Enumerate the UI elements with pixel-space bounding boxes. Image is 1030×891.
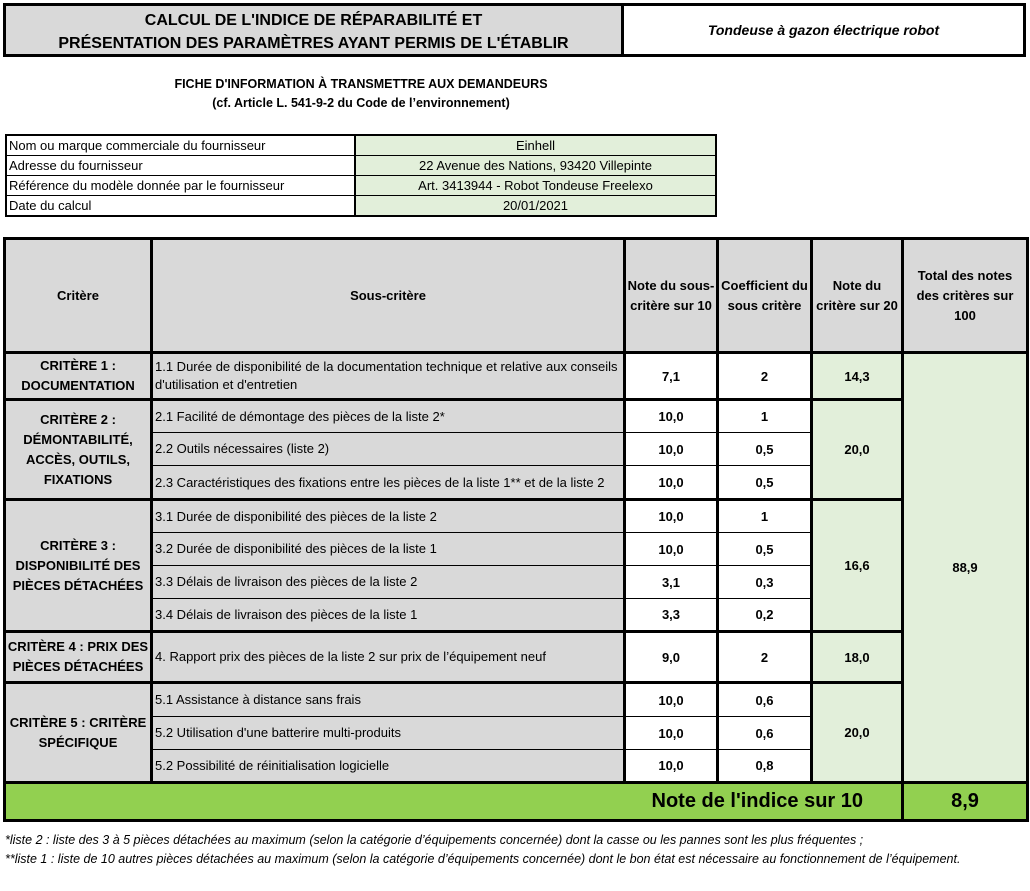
sub-criterion-coef: 0,8 xyxy=(718,750,812,783)
sub-criterion-note: 10,0 xyxy=(625,683,718,717)
criterion-name: CRITÈRE 5 : CRITÈRE SPÉCIFIQUE xyxy=(5,683,152,783)
criterion-score: 18,0 xyxy=(812,632,903,683)
sub-criterion-label: 3.1 Durée de disponibilité des pièces de la liste 2 xyxy=(152,500,625,533)
sub-criterion-note: 3,3 xyxy=(625,599,718,632)
footnotes xyxy=(5,831,1025,869)
info-row xyxy=(6,176,716,196)
info-label: Nom ou marque commerciale du fournisseur xyxy=(6,135,355,156)
table-row xyxy=(5,683,1028,717)
criterion-score: 16,6 xyxy=(812,500,903,632)
supplier-info-table xyxy=(5,134,717,217)
info-row xyxy=(6,156,716,176)
sub-criterion-coef: 0,5 xyxy=(718,433,812,466)
index-label: Note de l'indice sur 10 xyxy=(5,783,903,821)
sub-criterion-coef: 2 xyxy=(718,353,812,400)
sub-criterion-note: 10,0 xyxy=(625,500,718,533)
fiche-line-1: FICHE D'INFORMATION À TRANSMETTRE AUX DEMANDEURS xyxy=(174,77,548,91)
table-row xyxy=(5,353,1028,400)
col-note-crit: Note du critère sur 20 xyxy=(812,239,903,353)
sub-criterion-coef: 2 xyxy=(718,632,812,683)
header-row xyxy=(5,239,1028,353)
sub-criterion-note: 7,1 xyxy=(625,353,718,400)
sub-criterion-coef: 0,6 xyxy=(718,717,812,750)
sub-criterion-label: 2.3 Caractéristiques des fixations entre les pièces de la liste 1** et de la liste 2 xyxy=(152,466,625,500)
criterion-score: 20,0 xyxy=(812,683,903,783)
sub-criterion-note: 9,0 xyxy=(625,632,718,683)
sub-criterion-label: 3.3 Délais de livraison des pièces de la liste 2 xyxy=(152,566,625,599)
col-total: Total des notes des critères sur 100 xyxy=(903,239,1028,353)
page-title xyxy=(3,3,624,57)
footnote-liste-1: **liste 1 : liste de 10 autres pièces détachées au maximum (selon la catégorie d’équipements concernée) dont le bon état est nécessaire au fonctionnement de l’équipement. xyxy=(5,852,961,866)
table-row xyxy=(5,500,1028,533)
sub-criterion-note: 10,0 xyxy=(625,433,718,466)
sub-criterion-coef: 1 xyxy=(718,400,812,433)
sub-criterion-note: 10,0 xyxy=(625,466,718,500)
fiche-heading xyxy=(5,75,717,113)
sub-criterion-coef: 0,6 xyxy=(718,683,812,717)
sub-criterion-coef: 0,5 xyxy=(718,466,812,500)
sub-criterion-note: 10,0 xyxy=(625,533,718,566)
table-row xyxy=(5,632,1028,683)
info-row xyxy=(6,135,716,156)
sub-criterion-label: 3.2 Durée de disponibilité des pièces de la liste 1 xyxy=(152,533,625,566)
sub-criterion-note: 10,0 xyxy=(625,400,718,433)
criteria-table xyxy=(3,237,1029,822)
sub-criterion-label: 1.1 Durée de disponibilité de la documentation technique et relative aux conseils d'utilisation et d'entretien xyxy=(152,353,625,400)
footnote-liste-2: *liste 2 : liste des 3 à 5 pièces détachées au maximum (selon la catégorie d’équipements concernée) dont la casse ou les pannes sont les plus fréquentes ; xyxy=(5,833,864,847)
col-note-sous: Note du sous-critère sur 10 xyxy=(625,239,718,353)
sub-criterion-note: 10,0 xyxy=(625,717,718,750)
product-type xyxy=(624,3,1026,57)
info-value: Einhell xyxy=(355,135,716,156)
info-value: 22 Avenue des Nations, 93420 Villepinte xyxy=(355,156,716,176)
info-value: Art. 3413944 - Robot Tondeuse Freelexo xyxy=(355,176,716,196)
info-value: 20/01/2021 xyxy=(355,196,716,217)
index-row xyxy=(5,783,1028,821)
fiche-line-2: (cf. Article L. 541-9-2 du Code de l’environnement) xyxy=(212,96,510,110)
info-row xyxy=(6,196,716,217)
title-line-1: CALCUL DE L'INDICE DE RÉPARABILITÉ ET xyxy=(144,12,483,29)
col-sous-critere: Sous-critère xyxy=(152,239,625,353)
title-line-2: PRÉSENTATION DES PARAMÈTRES AYANT PERMIS DE L'ÉTABLIR xyxy=(58,35,569,52)
index-value: 8,9 xyxy=(903,783,1028,821)
sub-criterion-label: 3.4 Délais de livraison des pièces de la liste 1 xyxy=(152,599,625,632)
product-type-label: Tondeuse à gazon électrique robot xyxy=(707,22,940,38)
criterion-name: CRITÈRE 4 : PRIX DES PIÈCES DÉTACHÉES xyxy=(5,632,152,683)
sub-criterion-label: 2.2 Outils nécessaires (liste 2) xyxy=(152,433,625,466)
sub-criterion-coef: 0,3 xyxy=(718,566,812,599)
table-row xyxy=(5,400,1028,433)
sub-criterion-label: 2.1 Facilité de démontage des pièces de la liste 2* xyxy=(152,400,625,433)
sub-criterion-label: 5.2 Utilisation d'une batterire multi-produits xyxy=(152,717,625,750)
sub-criterion-coef: 1 xyxy=(718,500,812,533)
col-coef: Coefficient du sous critère xyxy=(718,239,812,353)
total-score: 88,9 xyxy=(903,353,1028,783)
criterion-name: CRITÈRE 3 : DISPONIBILITÉ DES PIÈCES DÉTACHÉES xyxy=(5,500,152,632)
info-label: Adresse du fournisseur xyxy=(6,156,355,176)
sub-criterion-note: 3,1 xyxy=(625,566,718,599)
sub-criterion-coef: 0,5 xyxy=(718,533,812,566)
info-label: Date du calcul xyxy=(6,196,355,217)
sub-criterion-label: 5.2 Possibilité de réinitialisation logicielle xyxy=(152,750,625,783)
criterion-name: CRITÈRE 2 : DÉMONTABILITÉ, ACCÈS, OUTILS, FIXATIONS xyxy=(5,400,152,500)
criterion-name: CRITÈRE 1 : DOCUMENTATION xyxy=(5,353,152,400)
criterion-score: 14,3 xyxy=(812,353,903,400)
info-label: Référence du modèle donnée par le fournisseur xyxy=(6,176,355,196)
col-critere: Critère xyxy=(5,239,152,353)
sub-criterion-label: 4. Rapport prix des pièces de la liste 2 sur prix de l’équipement neuf xyxy=(152,632,625,683)
sub-criterion-note: 10,0 xyxy=(625,750,718,783)
sub-criterion-label: 5.1 Assistance à distance sans frais xyxy=(152,683,625,717)
criterion-score: 20,0 xyxy=(812,400,903,500)
sub-criterion-coef: 0,2 xyxy=(718,599,812,632)
